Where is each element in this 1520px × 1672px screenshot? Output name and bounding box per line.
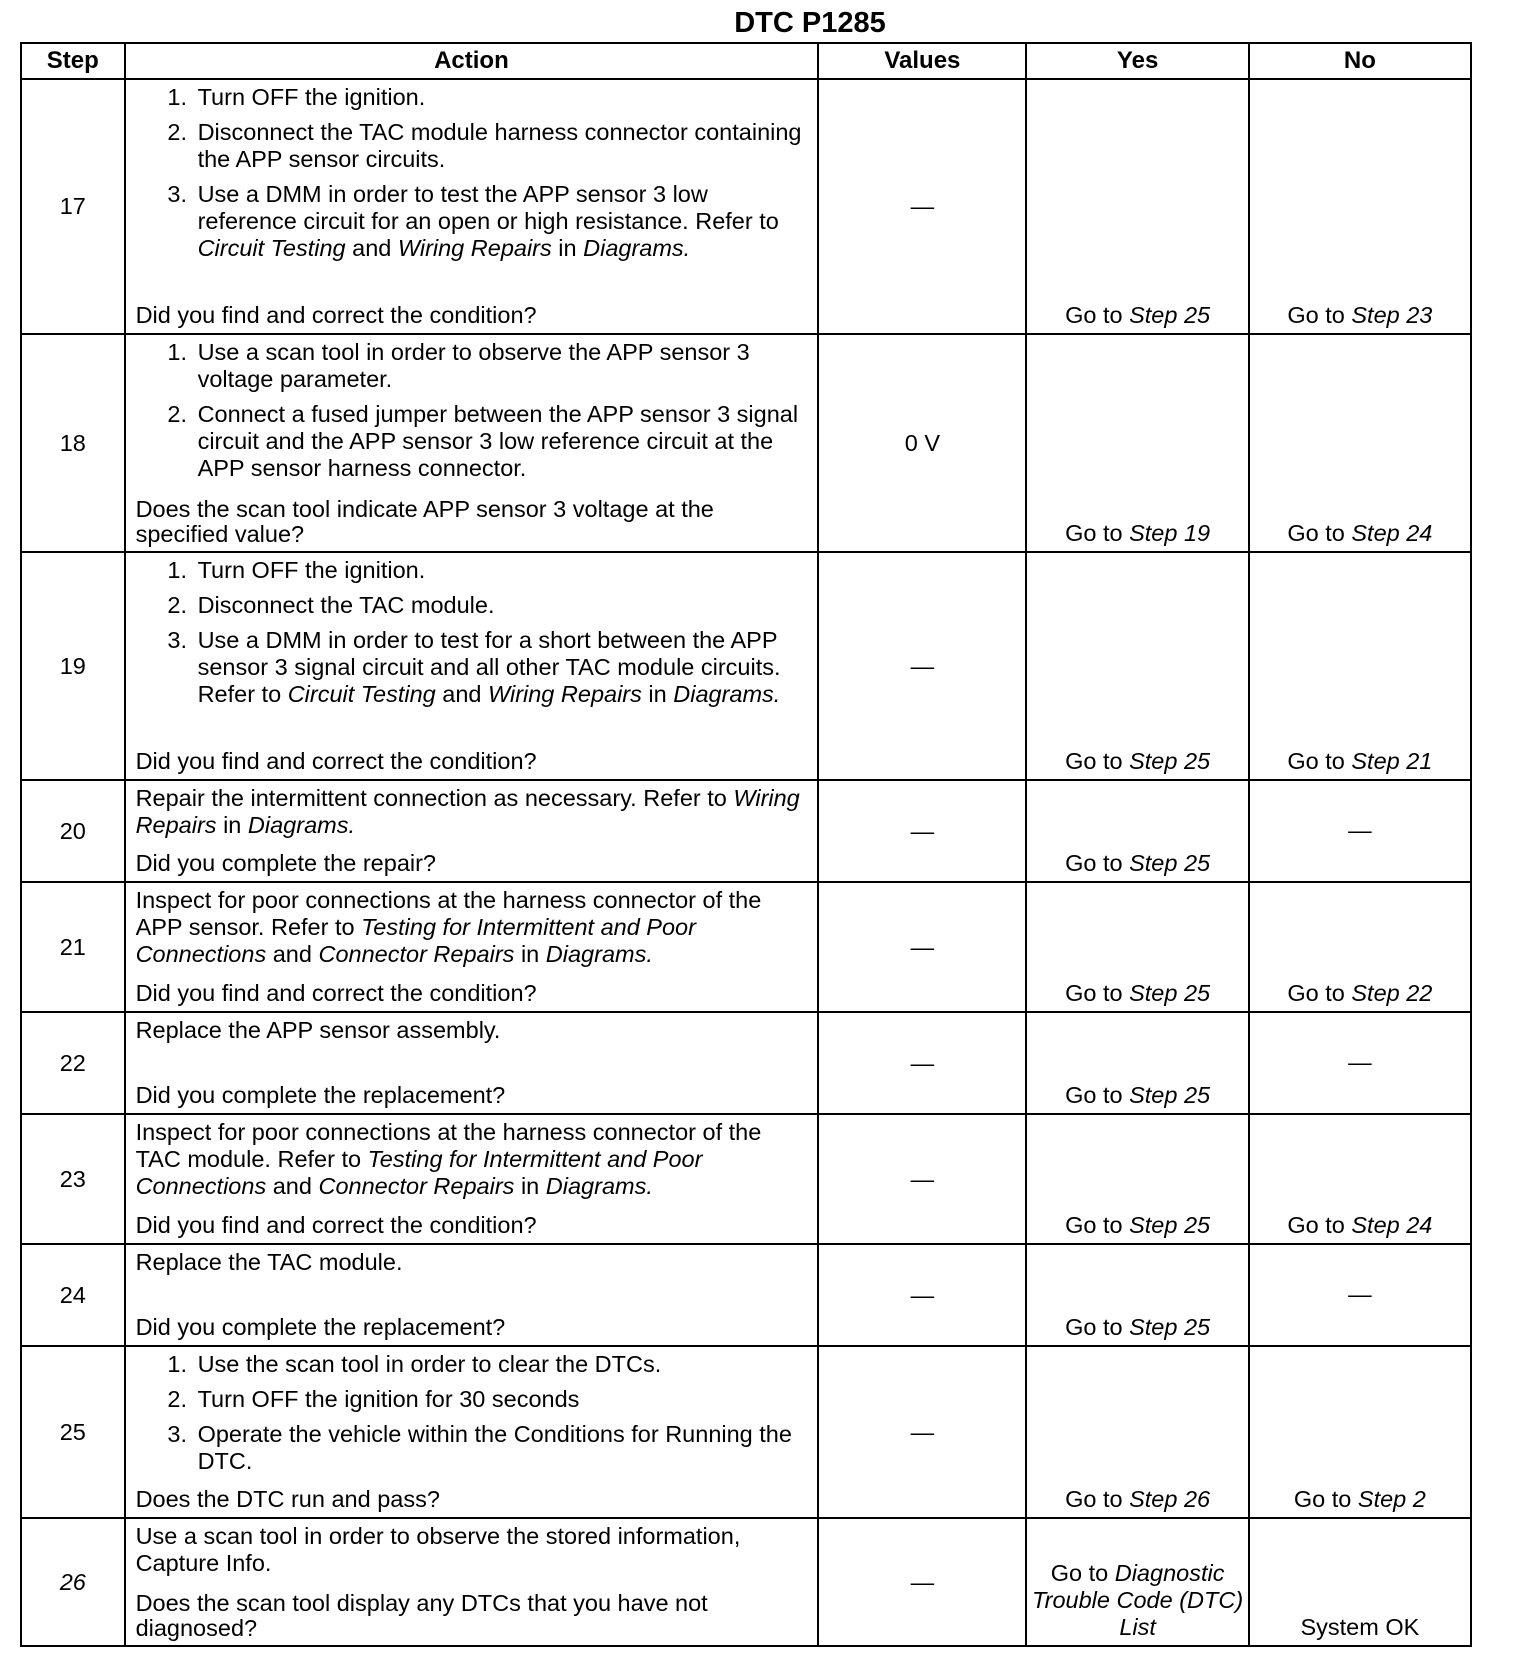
value-cell: — bbox=[818, 1244, 1026, 1346]
step-number: 18 bbox=[21, 334, 125, 552]
yes-cell[interactable]: Go to Step 25 bbox=[1026, 79, 1248, 334]
action-question: Did you find and correct the condition? bbox=[135, 302, 537, 328]
list-item: 2. Disconnect the TAC module. bbox=[194, 592, 810, 619]
list-item: 2. Disconnect the TAC module harness connector containing the APP sensor circuits. bbox=[194, 119, 810, 173]
step-number: 21 bbox=[21, 882, 125, 1012]
header-action: Action bbox=[125, 43, 819, 79]
yes-cell[interactable]: Go to Step 25 bbox=[1026, 552, 1248, 780]
step-link[interactable]: Step 2 bbox=[1357, 1486, 1426, 1512]
no-cell[interactable]: Go to Step 24 bbox=[1249, 1114, 1471, 1244]
step-link[interactable]: Step 24 bbox=[1351, 520, 1433, 546]
table-row bbox=[21, 552, 1471, 780]
step-link[interactable]: Step 25 bbox=[1129, 302, 1211, 328]
step-link[interactable]: Step 23 bbox=[1351, 302, 1433, 328]
action-question: Did you complete the replacement? bbox=[135, 1314, 506, 1340]
step-link[interactable]: Step 24 bbox=[1351, 1212, 1433, 1238]
step-link[interactable]: Step 25 bbox=[1129, 1212, 1211, 1238]
list-item: 3. Use a DMM in order to test the APP sensor 3 low reference circuit for an open or high resistance. Refer to Circuit Testing and Wiring Repairs in Diagrams. bbox=[194, 181, 810, 262]
list-item: 1. Turn OFF the ignition. bbox=[194, 557, 810, 584]
page-title: DTC P1285 bbox=[734, 7, 886, 39]
action-question: Does the DTC run and pass? bbox=[135, 1486, 440, 1512]
list-item: 1. Turn OFF the ignition. bbox=[194, 84, 810, 111]
step-link[interactable]: Step 19 bbox=[1129, 520, 1211, 546]
header-step: Step bbox=[21, 43, 125, 79]
yes-cell[interactable]: Go to Step 19 bbox=[1026, 334, 1248, 552]
table-row bbox=[21, 780, 1471, 882]
no-cell: — bbox=[1249, 1244, 1471, 1346]
step-link[interactable]: Step 25 bbox=[1129, 1082, 1211, 1108]
no-cell[interactable]: Go to Step 24 bbox=[1249, 334, 1471, 552]
yes-cell[interactable]: Go to Step 25 bbox=[1026, 780, 1248, 882]
action-list bbox=[136, 1351, 810, 1479]
action-cell bbox=[125, 1244, 819, 1346]
table-row bbox=[21, 882, 1471, 1012]
action-question: Did you find and correct the condition? bbox=[135, 980, 537, 1006]
step-link[interactable]: Step 25 bbox=[1129, 980, 1211, 1006]
value-cell: — bbox=[818, 1518, 1026, 1646]
dtc-table bbox=[20, 42, 1472, 1647]
action-text: Repair the intermittent connection as necessary. Refer to Wiring Repairs in Diagrams. bbox=[135, 785, 800, 838]
step-number: 23 bbox=[21, 1114, 125, 1244]
header-values: Values bbox=[818, 43, 1026, 79]
action-question: Did you find and correct the condition? bbox=[135, 748, 537, 774]
action-cell bbox=[125, 334, 819, 552]
action-list bbox=[136, 84, 810, 270]
yes-cell[interactable]: Go to Step 26 bbox=[1026, 1346, 1248, 1518]
action-cell bbox=[125, 882, 819, 1012]
yes-cell[interactable]: Go to Step 25 bbox=[1026, 1244, 1248, 1346]
action-list bbox=[136, 339, 810, 490]
header-yes: Yes bbox=[1026, 43, 1248, 79]
action-cell bbox=[125, 1346, 819, 1518]
no-cell[interactable]: Go to Step 23 bbox=[1249, 79, 1471, 334]
step-number: 19 bbox=[21, 552, 125, 780]
table-row bbox=[21, 1114, 1471, 1244]
step-link[interactable]: Step 21 bbox=[1351, 748, 1433, 774]
yes-cell[interactable]: Go to Step 25 bbox=[1026, 1012, 1248, 1114]
yes-cell[interactable]: Go to Step 25 bbox=[1026, 882, 1248, 1012]
value-cell: 0 V bbox=[818, 334, 1026, 552]
no-cell: — bbox=[1249, 1012, 1471, 1114]
yes-cell[interactable]: Go to Step 25 bbox=[1026, 1114, 1248, 1244]
step-number: 26 bbox=[21, 1518, 125, 1646]
list-item: 1. Use a scan tool in order to observe the APP sensor 3 voltage parameter. bbox=[194, 339, 810, 393]
list-item: 3. Operate the vehicle within the Conditions for Running the DTC. bbox=[194, 1421, 810, 1475]
action-cell bbox=[125, 1518, 819, 1646]
table-row bbox=[21, 334, 1471, 552]
action-cell bbox=[125, 1012, 819, 1114]
action-text: Use a scan tool in order to observe the stored information, Capture Info. bbox=[135, 1523, 741, 1576]
action-text: Inspect for poor connections at the harness connector of the TAC module. Refer to Testing for Intermittent and Poor Connections and Connector Repairs in Diagrams. bbox=[135, 1119, 762, 1199]
step-link[interactable]: Step 25 bbox=[1129, 1314, 1211, 1340]
action-cell bbox=[125, 1114, 819, 1244]
no-cell[interactable]: Go to Step 22 bbox=[1249, 882, 1471, 1012]
action-text: Inspect for poor connections at the harness connector of the APP sensor. Refer to Testing for Intermittent and Poor Connections and Connector Repairs in Diagrams. bbox=[135, 887, 762, 967]
action-question: Did you find and correct the condition? bbox=[135, 1212, 537, 1238]
step-link[interactable]: Step 25 bbox=[1129, 850, 1211, 876]
step-link[interactable]: Step 26 bbox=[1129, 1486, 1211, 1512]
header-row bbox=[21, 43, 1471, 79]
header-no: No bbox=[1249, 43, 1471, 79]
step-link[interactable]: Step 22 bbox=[1351, 980, 1433, 1006]
value-cell: — bbox=[818, 780, 1026, 882]
value-cell: — bbox=[818, 552, 1026, 780]
table-row bbox=[21, 1012, 1471, 1114]
value-cell: — bbox=[818, 1114, 1026, 1244]
list-item: 1. Use the scan tool in order to clear the DTCs. bbox=[194, 1351, 810, 1378]
no-cell[interactable]: Go to Step 2 bbox=[1249, 1346, 1471, 1518]
step-number: 22 bbox=[21, 1012, 125, 1114]
step-number: 25 bbox=[21, 1346, 125, 1518]
value-cell: — bbox=[818, 1346, 1026, 1518]
action-text: Replace the TAC module. bbox=[135, 1249, 403, 1275]
list-item: 2. Connect a fused jumper between the APP sensor 3 signal circuit and the APP sensor 3 low reference circuit at the APP sensor harness connector. bbox=[194, 401, 810, 482]
step-number: 20 bbox=[21, 780, 125, 882]
action-list bbox=[136, 557, 810, 712]
table-row bbox=[21, 79, 1471, 334]
action-cell bbox=[125, 552, 819, 780]
no-cell[interactable]: Go to Step 21 bbox=[1249, 552, 1471, 780]
no-cell: System OK bbox=[1249, 1518, 1471, 1646]
value-cell: — bbox=[818, 882, 1026, 1012]
table-row bbox=[21, 1244, 1471, 1346]
action-text: Replace the APP sensor assembly. bbox=[135, 1017, 501, 1043]
step-number: 17 bbox=[21, 79, 125, 334]
yes-cell[interactable]: Go to Diagnostic Trouble Code (DTC) List bbox=[1026, 1518, 1248, 1646]
action-question: Does the scan tool indicate APP sensor 3 voltage at the specified value? bbox=[135, 496, 714, 547]
value-cell: — bbox=[818, 1012, 1026, 1114]
list-item: 2. Turn OFF the ignition for 30 seconds bbox=[194, 1386, 810, 1413]
action-cell bbox=[125, 780, 819, 882]
no-cell: — bbox=[1249, 780, 1471, 882]
action-question: Did you complete the repair? bbox=[135, 850, 437, 876]
list-item: 3. Use a DMM in order to test for a short between the APP sensor 3 signal circuit and all other TAC module circuits. Refer to Circuit Testing and Wiring Repairs in Diagrams. bbox=[194, 627, 810, 708]
table-row bbox=[21, 1346, 1471, 1518]
step-number: 24 bbox=[21, 1244, 125, 1346]
value-cell: — bbox=[818, 79, 1026, 334]
action-question: Does the scan tool display any DTCs that you have not diagnosed? bbox=[135, 1590, 708, 1641]
action-cell bbox=[125, 79, 819, 334]
dtc-list-link[interactable]: Diagnostic Trouble Code (DTC) List bbox=[1032, 1560, 1244, 1640]
step-link[interactable]: Step 25 bbox=[1129, 748, 1211, 774]
table-row bbox=[21, 1518, 1471, 1646]
action-question: Did you complete the replacement? bbox=[135, 1082, 506, 1108]
